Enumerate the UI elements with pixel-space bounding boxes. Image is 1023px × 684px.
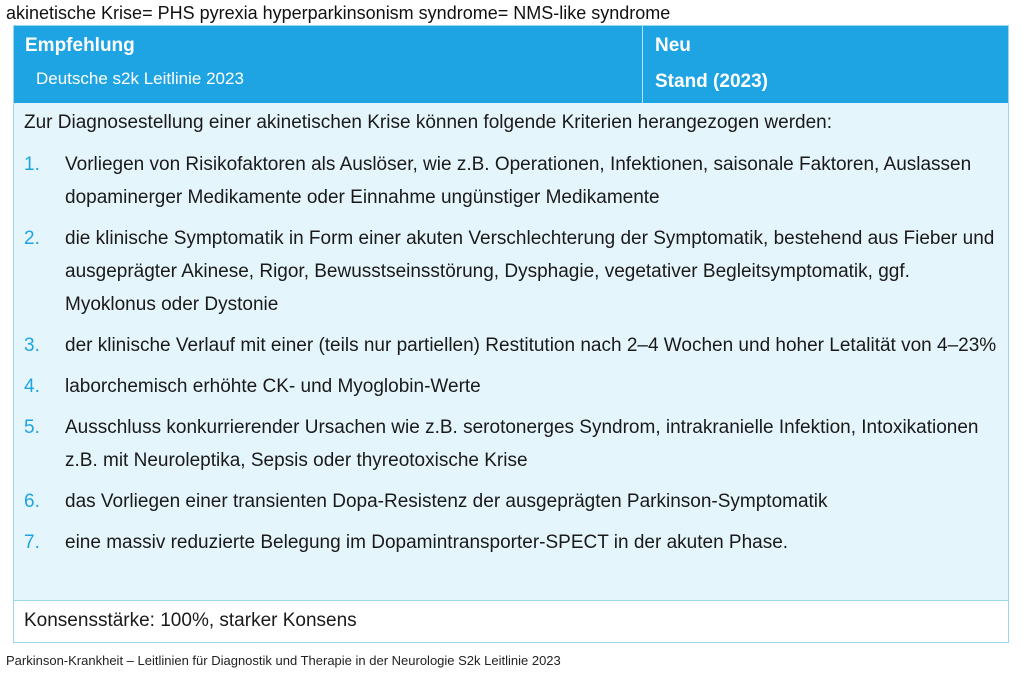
header-title: Empfehlung — [25, 35, 135, 56]
recommendation-box — [13, 25, 1009, 643]
criteria-item — [14, 411, 1008, 477]
header-right-cell — [642, 26, 1008, 103]
criteria-text: Ausschluss konkurrierender Ursachen wie z.B. serotonerges Syndrom, intrakranielle Infektion, Intoxikationen z.B. mit Neuroleptika, Sepsis oder thyreotoxische Krise — [65, 417, 979, 471]
source-citation: Parkinson-Krankheit – Leitlinien für Diagnostik und Therapie in der Neurologie S2k Leitlinie 2023 — [6, 653, 561, 668]
criteria-text: laborchemisch erhöhte CK- und Myoglobin-Werte — [65, 376, 481, 397]
status-label: Neu — [655, 35, 691, 56]
criteria-text: Vorliegen von Risikofaktoren als Auslöser, wie z.B. Operationen, Infektionen, saisonale Faktoren, Auslassen dopaminerger Medikamente oder Einnahme ungünstiger Medikamente — [65, 154, 972, 208]
criteria-text: der klinische Verlauf mit einer (teils nur partiellen) Restitution nach 2–4 Wochen und hoher Letalität von 4–23% — [65, 335, 997, 356]
consensus-text: Konsensstärke: 100%, starker Konsens — [24, 610, 357, 631]
recommendation-header — [14, 26, 1008, 103]
intro-text: Zur Diagnosestellung einer akinetischen Krise können folgende Kriterien herangezogen werden: — [24, 112, 833, 133]
criteria-item — [14, 526, 1008, 559]
slide-caption: akinetische Krise= PHS pyrexia hyperparkinsonism syndrome= NMS-like syndrome — [6, 3, 671, 23]
criteria-number: 6. — [24, 491, 40, 512]
criteria-number: 1. — [24, 154, 40, 175]
criteria-item — [14, 148, 1008, 214]
criteria-text: eine massiv reduzierte Belegung im Dopamintransporter-SPECT in der akuten Phase. — [65, 532, 789, 553]
criteria-text: die klinische Symptomatik in Form einer akuten Verschlechterung der Symptomatik, bestehend aus Fieber und ausgeprägter Akinese, Rigor, Bewusstseinsstörung, Dysphagie, vegetativer Begleitsymptomatik, ggf. Myoklonus oder Dystonie — [65, 228, 995, 315]
criteria-number: 7. — [24, 532, 40, 553]
criteria-item — [14, 222, 1008, 321]
header-subtitle: Deutsche s2k Leitlinie 2023 — [36, 69, 244, 88]
criteria-item — [14, 329, 1008, 362]
criteria-number: 5. — [24, 417, 40, 438]
header-left-cell — [14, 26, 641, 103]
criteria-number: 2. — [24, 228, 40, 249]
criteria-item — [14, 485, 1008, 518]
criteria-number: 4. — [24, 376, 40, 397]
criteria-number: 3. — [24, 335, 40, 356]
criteria-item — [14, 370, 1008, 403]
consensus-row — [14, 600, 1008, 642]
status-date: Stand (2023) — [655, 71, 768, 92]
criteria-list — [14, 148, 1008, 567]
criteria-text: das Vorliegen einer transienten Dopa-Resistenz der ausgeprägten Parkinson-Symptomatik — [65, 491, 828, 512]
